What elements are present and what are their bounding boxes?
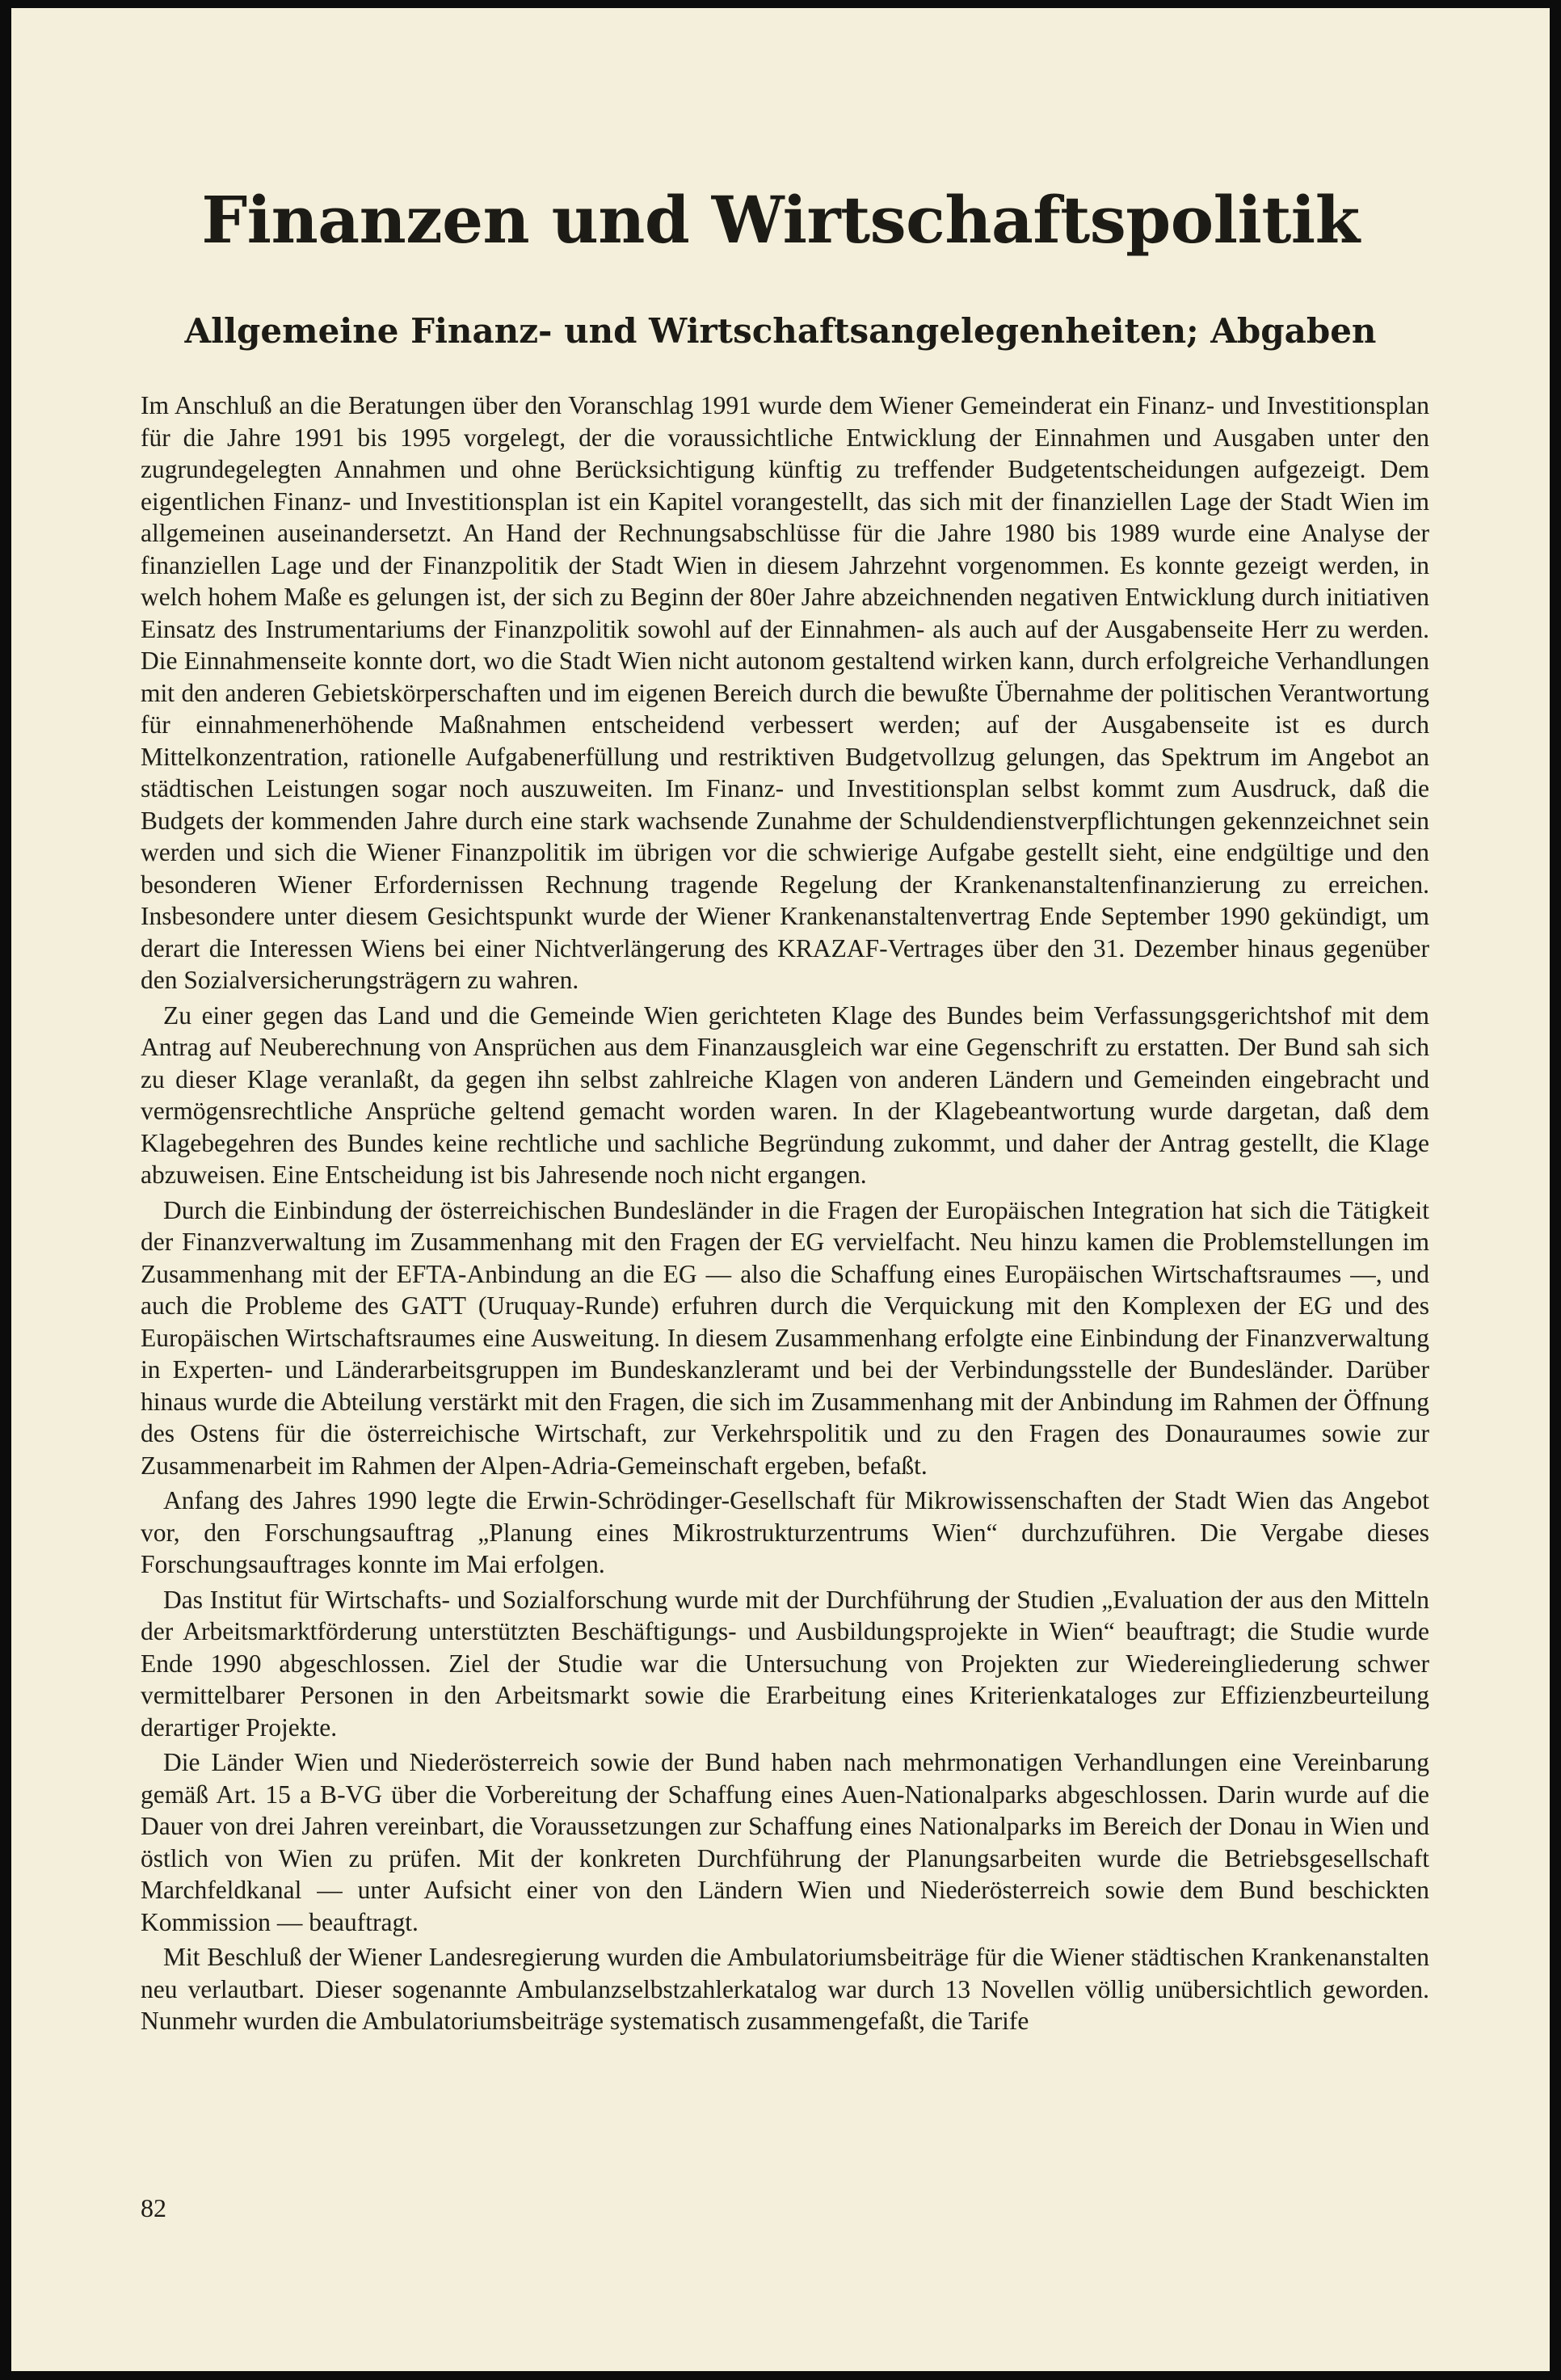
paragraph-ambulatorium: Mit Beschluß der Wiener Landesregierung wurden die Ambulatoriumsbeiträge für die Wiener städtischen Krankenanstalten neu verlautbart. Dieser sogenannte Ambulanzselbstzahlerkatalog war durch 13 Novellen völlig unübersichtlich geworden. Nunmehr wurden die Ambulatoriumsbeiträge systematisch zusammengefaßt, die Tarife — [141, 1943, 1429, 2035]
paragraph-klage: Zu einer gegen das Land und die Gemeinde Wien gerichteten Klage des Bundes beim Verfassungsgerichtshof mit dem Antrag auf Neuberechnung von Ansprüchen aus dem Finanzausgleich war eine Gegenschrift zu erstatten. Der Bund sah sich zu dieser Klage veranlaßt, da gegen ihn selbst zahlreiche Klagen von anderen Ländern und Gemeinden eingebracht und vermögensrechtliche Ansprüche geltend gemacht worden waren. In der Klagebeantwortung wurde dargetan, daß dem Klagebegehren des Bundes keine rechtliche und sachliche Begründung zukommt, und daher der Antrag gestellt, die Klage abzuweisen. Eine Entscheidung ist bis Jahresende noch nicht ergangen. — [141, 1000, 1429, 1189]
paragraph-finanzplan: Im Anschluß an die Beratungen über den Voranschlag 1991 wurde dem Wiener Gemeinderat ein Finanz- und Investitionsplan für die Jahre 1991 bis 1995 vorgelegt, der die voraussichtliche Entwicklung der Einnahmen und Ausgaben unter den zugrundegelegten Annahmen und ohne Berücksichtigung künftig zu treffender Budgetentscheidungen aufgezeigt. Dem eigentlichen Finanz- und Investitionsplan ist ein Kapitel vorangestellt, das sich mit der finanziellen Lage der Stadt Wien im allgemeinen auseinandersetzt. An Hand der Rechnungsabschlüsse für die Jahre 1980 bis 1989 wurde eine Analyse der finanziellen Lage und der Finanzpolitik der Stadt Wien in diesem Jahrzehnt vorgenommen. Es konnte gezeigt werden, in welch hohem Maße es gelungen ist, der sich zu Beginn der 80er Jahre abzeichnenden negativen Entwicklung durch initiativen Einsatz des Instrumentariums der Finanzpolitik sowohl auf der Einnahmen- als auch auf der Ausgabenseite Herr zu werden. Die Einnahmenseite konnte dort, wo die Stadt Wien nicht autonom gestaltend wirken kann, durch erfolgreiche Verhandlungen mit den anderen Gebietskörperschaften und im eigenen Bereich durch die bewußte Übernahme der politischen Verantwortung für einnahmenerhöhende Maßnahmen entscheidend verbessert werden; auf der Ausgabenseite ist es durch Mittelkonzentration, rationelle Aufgabenerfüllung und restriktiven Budgetvollzug gelungen, das Spektrum im Angebot an städtischen Leistungen sogar noch auszuweiten. Im Finanz- und Investitionsplan selbst kommt zum Ausdruck, daß die Budgets der kommenden Jahre durch eine stark wachsende Zunahme der Schuldendienstverpflichtungen gekennzeichnet sein werden und sich die Wiener Finanzpolitik im übrigen vor die schwierige Aufgabe gestellt sieht, eine endgültige und den besonderen Wiener Erfordernissen Rechnung tragende Regelung der Krankenanstaltenfinanzierung zu erreichen. Insbesondere unter diesem Gesichtspunkt wurde der Wiener Krankenanstaltenvertrag Ende September 1990 gekündigt, um derart die Interessen Wiens bei einer Nichtverlängerung des KRAZAF-Vertrages über den 31. Dezember hinaus gegenüber den Sozialversicherungsträgern zu wahren. — [141, 391, 1429, 994]
paragraph-mikrostruktur: Anfang des Jahres 1990 legte die Erwin-Schrödinger-Gesellschaft für Mikrowissenschaften der Stadt Wien das Angebot vor, den Forschungsauftrag „Planung eines Mikrostrukturzentrums Wien“ durchzuführen. Die Vergabe dieses Forschungsauftrages konnte im Mai erfolgen. — [141, 1486, 1429, 1578]
body-text — [141, 390, 1429, 2041]
section-heading: Allgemeine Finanz- und Wirtschaftsangelegenheiten; Abgaben — [184, 311, 1377, 351]
paragraph-nationalpark: Die Länder Wien und Niederösterreich sowie der Bund haben nach mehrmonatigen Verhandlungen eine Vereinbarung gemäß Art. 15 a B-VG über die Vorbereitung der Schaffung eines Auen-Nationalparks abgeschlossen. Darin wurde auf die Dauer von drei Jahren vereinbart, die Voraussetzungen zur Schaffung eines Nationalparks im Bereich der Donau in Wien und östlich von Wien zu prüfen. Mit der konkreten Durchführung der Planungsarbeiten wurde die Betriebsgesellschaft Marchfeldkanal — unter Aufsicht einer von den Ländern Wien und Niederösterreich sowie dem Bund beschickten Kommission — beauftragt. — [141, 1748, 1429, 1936]
page-title: Finanzen und Wirtschaftspolitik — [201, 182, 1360, 258]
page-number: 82 — [141, 2193, 166, 2222]
paragraph-eg-integration: Durch die Einbindung der österreichischen Bundesländer in die Fragen der Europäischen Integration hat sich die Tätigkeit der Finanzverwaltung im Zusammenhang mit den Fragen der EG vervielfacht. Neu hinzu kamen die Problemstellungen im Zusammenhang mit der EFTA-Anbindung an die EG — also die Schaffung eines Europäischen Wirtschaftsraumes —, und auch die Probleme des GATT (Uruquay-Runde) erfuhren durch die Verquickung mit den Komplexen der EG und des Europäischen Wirtschaftsraumes eine Ausweitung. In diesem Zusammenhang erfolgte eine Einbindung der Finanzverwaltung in Experten- und Länderarbeitsgruppen im Bundeskanzleramt und bei der Verbindungsstelle der Bundesländer. Darüber hinaus wurde die Abteilung verstärkt mit den Fragen, die sich im Zusammenhang mit der Anbindung im Rahmen der Öffnung des Ostens für die österreichische Wirtschaft, zur Verkehrspolitik und zu den Fragen des Donauraumes sowie zur Zusammenarbeit im Rahmen der Alpen-Adria-Gemeinschaft ergeben, befaßt. — [141, 1195, 1429, 1480]
document-page — [11, 8, 1550, 2371]
paragraph-studie: Das Institut für Wirtschafts- und Sozialforschung wurde mit der Durchführung der Studien „Evaluation der aus den Mitteln der Arbeitsmarktförderung unterstützten Beschäftigungs- und Ausbildungsprojekte in Wien“ beauftragt; die Studie wurde Ende 1990 abgeschlossen. Ziel der Studie war die Untersuchung von Projekten zur Wiedereingliederung schwer vermittelbarer Personen in den Arbeitsmarkt sowie die Erarbeitung eines Kriterienkataloges zur Effizienzbeurteilung derartiger Projekte. — [141, 1585, 1429, 1742]
